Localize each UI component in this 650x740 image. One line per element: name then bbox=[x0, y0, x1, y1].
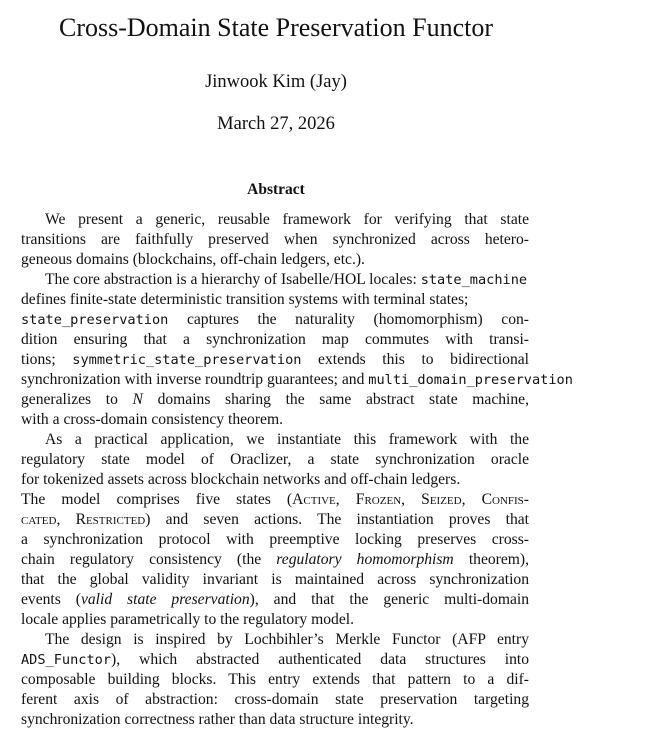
abstract-line bbox=[21, 550, 529, 570]
math-variable: N bbox=[132, 391, 143, 408]
text-fragment: chain regulatory consistency (the bbox=[21, 551, 277, 568]
abstract-line bbox=[21, 310, 529, 330]
abstract-line: with a cross-domain consistency theorem. bbox=[21, 411, 283, 428]
abstract-heading: Abstract bbox=[247, 181, 305, 198]
state-name: Confis- bbox=[481, 491, 529, 508]
abstract-line: dition ensuring that a synchronization map commutes with transi- bbox=[21, 331, 529, 348]
text-fragment: events ( bbox=[21, 591, 81, 608]
abstract-line: locale applies parametrically to the regulatory model. bbox=[21, 611, 354, 628]
text-fragment: ) and seven actions. The instantiation proves that bbox=[145, 511, 529, 528]
abstract-line: ferent axis of abstraction: cross-domain state preservation targeting bbox=[21, 691, 529, 708]
text-fragment: The model comprises five states ( bbox=[21, 491, 293, 508]
abstract-line: that the global validity invariant is maintained across synchronization bbox=[21, 571, 529, 588]
abstract-line bbox=[21, 650, 529, 670]
state-name: Restricted bbox=[75, 511, 146, 528]
emphasis: regulatory homomorphism bbox=[276, 551, 454, 568]
abstract-line: defines finite-state deterministic transition systems with terminal states; bbox=[21, 291, 469, 308]
abstract-line: a synchronization protocol with preemptive locking preserves cross- bbox=[21, 531, 529, 548]
abstract-line: The model comprises five states (Active, Frozen, Seized, Confis- bbox=[21, 491, 529, 508]
text-fragment: synchronization with inverse roundtrip guarantees; and bbox=[21, 371, 369, 388]
abstract-line: synchronization correctness rather than data structure integrity. bbox=[21, 711, 414, 728]
text-fragment: generalizes to bbox=[21, 391, 133, 408]
text-fragment: extends this to bidirectional bbox=[301, 351, 529, 368]
paper-author: Jinwook Kim (Jay) bbox=[205, 72, 347, 92]
code-multi-domain-preservation: multi_domain_preservation bbox=[368, 372, 573, 388]
text-fragment: The core abstraction is a hierarchy of Isabelle/HOL locales: bbox=[45, 271, 421, 288]
state-name: Seized bbox=[421, 491, 462, 508]
abstract-line: regulatory state model of Oraclizer, a state synchronization oracle bbox=[21, 451, 529, 468]
abstract-line bbox=[21, 350, 529, 370]
abstract-line bbox=[21, 590, 529, 610]
text-fragment: ), and that the generic multi-domain bbox=[249, 591, 530, 608]
code-symmetric-state-preservation: symmetric_state_preservation bbox=[72, 352, 302, 368]
state-name: Frozen bbox=[355, 491, 402, 508]
abstract-line bbox=[21, 370, 641, 390]
abstract-line bbox=[21, 390, 529, 410]
code-state-preservation: state_preservation bbox=[21, 312, 169, 328]
abstract-line: cated, Restricted) and seven actions. The instantiation proves that bbox=[21, 511, 529, 528]
abstract-line: The design is inspired by Lochbihler’s Merkle Functor (AFP entry bbox=[45, 631, 529, 648]
state-name: Active bbox=[292, 491, 336, 508]
code-state-machine: state_machine bbox=[420, 272, 528, 288]
paper-date: March 27, 2026 bbox=[217, 114, 335, 134]
abstract-line bbox=[21, 270, 529, 290]
paper-title: Cross-Domain State Preservation Functor bbox=[59, 13, 493, 42]
emphasis: valid state preservation bbox=[80, 591, 250, 608]
abstract-line: for tokenized assets across blockchain networks and off-chain ledgers. bbox=[21, 471, 461, 488]
abstract-line: composable building blocks. This entry extends that pattern to a dif- bbox=[21, 671, 529, 688]
abstract-line: transitions are faithfully preserved when synchronized across hetero- bbox=[21, 231, 529, 248]
code-ads-functor: ADS_Functor bbox=[21, 652, 112, 668]
abstract-line: As a practical application, we instantiate this framework with the bbox=[45, 431, 529, 448]
abstract-line: We present a generic, reusable framework for verifying that state bbox=[45, 211, 529, 228]
abstract-body bbox=[21, 210, 641, 730]
abstract-line: geneous domains (blockchains, off-chain ledgers, etc.). bbox=[21, 251, 365, 268]
state-name: cated bbox=[21, 511, 57, 528]
text-fragment: tions; bbox=[21, 351, 73, 368]
text-fragment: ), which abstracted authenticated data structures into bbox=[111, 651, 529, 668]
text-fragment: domains sharing the same abstract state machine, bbox=[142, 391, 529, 408]
text-fragment: theorem), bbox=[453, 551, 529, 568]
text-fragment: captures the naturality (homomorphism) con- bbox=[168, 311, 529, 328]
